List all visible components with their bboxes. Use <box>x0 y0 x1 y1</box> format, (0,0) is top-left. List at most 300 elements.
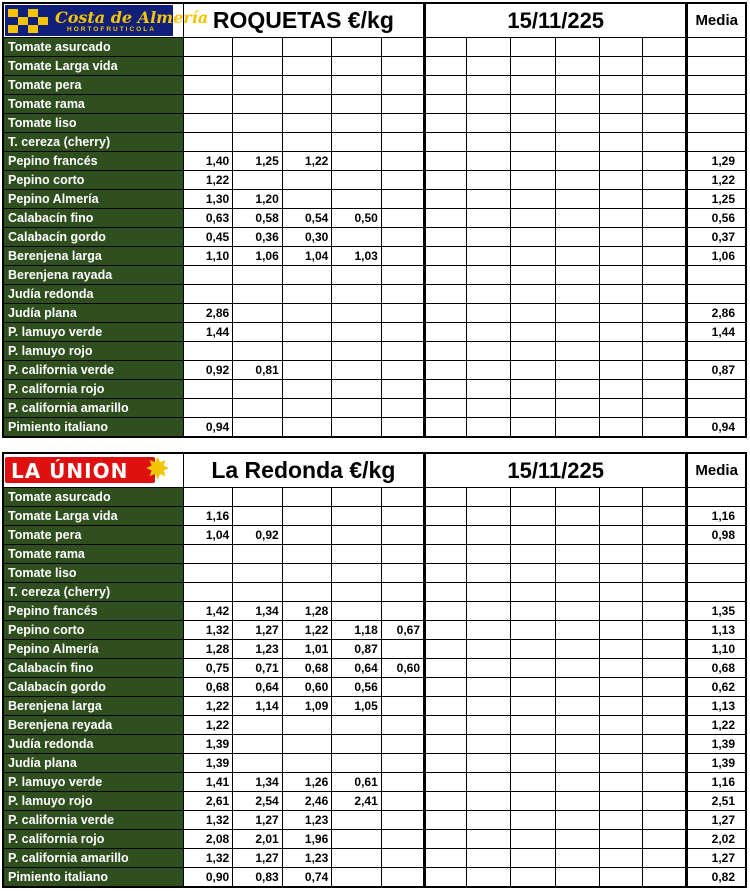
price-cell: 2,41 <box>332 792 382 811</box>
price-cell <box>555 190 599 209</box>
price-cell <box>467 564 511 583</box>
product-name: Berenjena larga <box>3 247 183 266</box>
media-cell: 2,51 <box>687 792 746 811</box>
media-cell <box>687 266 746 285</box>
table-header-row <box>3 453 746 488</box>
price-cell <box>643 583 687 602</box>
price-cell <box>555 754 599 773</box>
price-cell <box>511 95 555 114</box>
price-cell <box>555 868 599 888</box>
price-cell <box>332 266 382 285</box>
price-cell <box>282 38 332 57</box>
price-cell: 1,09 <box>282 697 332 716</box>
price-cell: 1,42 <box>183 602 233 621</box>
price-cell: 1,41 <box>183 773 233 792</box>
price-cell: 1,25 <box>233 152 283 171</box>
table-row <box>3 247 746 266</box>
price-cell <box>467 323 511 342</box>
price-cell <box>381 38 424 57</box>
price-cell <box>643 247 687 266</box>
media-cell: 2,86 <box>687 304 746 323</box>
price-cell <box>555 583 599 602</box>
price-cell: 1,22 <box>183 171 233 190</box>
logo-cell <box>3 453 183 488</box>
price-cell: 0,92 <box>183 361 233 380</box>
price-cell <box>425 830 467 849</box>
price-cell <box>425 171 467 190</box>
price-cell <box>511 678 555 697</box>
price-cell <box>233 57 283 76</box>
price-cell <box>425 488 467 507</box>
price-cell <box>555 95 599 114</box>
price-cell: 0,90 <box>183 868 233 888</box>
price-cell: 0,63 <box>183 209 233 228</box>
price-cell <box>599 659 642 678</box>
product-name: T. cereza (cherry) <box>3 583 183 602</box>
price-cell <box>555 361 599 380</box>
price-cell <box>282 399 332 418</box>
table-header-row <box>3 3 746 38</box>
price-cell <box>425 361 467 380</box>
price-cell <box>282 114 332 133</box>
price-cell <box>332 285 382 304</box>
price-cell <box>332 342 382 361</box>
price-cell <box>643 773 687 792</box>
price-cell <box>599 526 642 545</box>
price-cell <box>425 380 467 399</box>
price-cell <box>467 380 511 399</box>
price-cell <box>599 488 642 507</box>
media-cell <box>687 57 746 76</box>
price-cell <box>599 811 642 830</box>
table-row <box>3 678 746 697</box>
price-cell <box>282 507 332 526</box>
price-cell <box>643 76 687 95</box>
media-cell: 0,98 <box>687 526 746 545</box>
logo-subtext: HORTOFRUTICOLA <box>67 26 156 33</box>
price-cell: 0,56 <box>332 678 382 697</box>
price-cell <box>555 526 599 545</box>
price-cell <box>599 697 642 716</box>
price-cell: 0,94 <box>183 418 233 438</box>
price-cell <box>425 583 467 602</box>
price-cell: 1,96 <box>282 830 332 849</box>
price-cell: 1,27 <box>233 811 283 830</box>
price-cell: 0,75 <box>183 659 233 678</box>
price-cell <box>555 811 599 830</box>
product-name: Judía redonda <box>3 285 183 304</box>
product-name: Pepino francés <box>3 152 183 171</box>
price-cell <box>511 266 555 285</box>
media-cell <box>687 545 746 564</box>
price-cell <box>233 583 283 602</box>
price-cell <box>282 342 332 361</box>
price-cell <box>555 678 599 697</box>
price-cell: 0,81 <box>233 361 283 380</box>
price-cell <box>425 418 467 438</box>
price-cell <box>381 361 424 380</box>
price-cell <box>511 171 555 190</box>
la-union-logo <box>5 453 181 486</box>
price-cell <box>282 190 332 209</box>
price-cell <box>511 418 555 438</box>
price-cell <box>599 868 642 888</box>
price-cell <box>425 716 467 735</box>
price-cell <box>555 773 599 792</box>
checker-icon <box>8 9 52 33</box>
price-cell <box>183 266 233 285</box>
media-cell: 0,87 <box>687 361 746 380</box>
price-cell: 2,86 <box>183 304 233 323</box>
price-cell <box>332 171 382 190</box>
price-cell <box>599 38 642 57</box>
table-row <box>3 133 746 152</box>
media-cell <box>687 564 746 583</box>
price-cell <box>425 602 467 621</box>
price-cell <box>511 114 555 133</box>
price-cell <box>643 488 687 507</box>
table-row <box>3 228 746 247</box>
price-cell <box>425 76 467 95</box>
price-cell <box>425 545 467 564</box>
price-cell <box>332 380 382 399</box>
table-row <box>3 868 746 888</box>
price-cell <box>381 418 424 438</box>
price-cell: 0,30 <box>282 228 332 247</box>
price-cell <box>555 697 599 716</box>
price-cell <box>555 380 599 399</box>
price-cell <box>599 380 642 399</box>
price-cell <box>425 507 467 526</box>
price-cell <box>555 76 599 95</box>
price-cell <box>425 564 467 583</box>
price-cell <box>467 678 511 697</box>
media-cell: 1,29 <box>687 152 746 171</box>
price-cell <box>332 152 382 171</box>
media-cell: 1,25 <box>687 190 746 209</box>
product-name: Pimiento italiano <box>3 868 183 888</box>
price-cell <box>599 361 642 380</box>
product-name: Judía plana <box>3 304 183 323</box>
price-cell <box>425 285 467 304</box>
price-cell: 1,32 <box>183 811 233 830</box>
price-cell <box>643 545 687 564</box>
price-cell <box>183 133 233 152</box>
price-cell: 1,18 <box>332 621 382 640</box>
price-cell <box>467 849 511 868</box>
price-cell <box>467 247 511 266</box>
price-cell <box>555 38 599 57</box>
price-cell <box>643 342 687 361</box>
price-cell: 1,16 <box>183 507 233 526</box>
media-cell: 1,39 <box>687 754 746 773</box>
price-cell <box>467 95 511 114</box>
price-cell <box>511 76 555 95</box>
price-cell: 1,26 <box>282 773 332 792</box>
roquetas-price-table <box>2 2 747 438</box>
price-cell <box>332 526 382 545</box>
price-cell <box>599 95 642 114</box>
price-cell <box>425 754 467 773</box>
price-cell: 0,64 <box>233 678 283 697</box>
price-cell <box>643 564 687 583</box>
product-name: Tomate Larga vida <box>3 507 183 526</box>
price-cell: 1,04 <box>183 526 233 545</box>
price-cell <box>381 323 424 342</box>
table-row <box>3 418 746 438</box>
price-cell <box>183 564 233 583</box>
price-cell <box>233 564 283 583</box>
table-row <box>3 564 746 583</box>
price-cell <box>425 526 467 545</box>
price-cell: 1,32 <box>183 621 233 640</box>
media-cell <box>687 488 746 507</box>
table-row <box>3 190 746 209</box>
price-cell: 1,28 <box>183 640 233 659</box>
price-cell <box>425 323 467 342</box>
price-cell <box>381 171 424 190</box>
price-cell <box>425 849 467 868</box>
product-name: Pimiento italiano <box>3 418 183 438</box>
media-cell: 1,27 <box>687 849 746 868</box>
price-cell <box>511 830 555 849</box>
price-cell <box>233 380 283 399</box>
price-cell <box>282 735 332 754</box>
price-cell: 0,68 <box>183 678 233 697</box>
price-cell <box>643 171 687 190</box>
price-cell <box>467 526 511 545</box>
price-cell <box>381 773 424 792</box>
price-cell: 0,64 <box>332 659 382 678</box>
media-cell: 1,13 <box>687 697 746 716</box>
table-row <box>3 285 746 304</box>
price-cell <box>555 830 599 849</box>
table-row <box>3 38 746 57</box>
price-cell <box>282 564 332 583</box>
price-cell <box>332 849 382 868</box>
price-cell <box>511 342 555 361</box>
table-row <box>3 659 746 678</box>
price-cell: 0,67 <box>381 621 424 640</box>
price-cell <box>233 114 283 133</box>
price-cell <box>381 507 424 526</box>
price-cell: 1,34 <box>233 602 283 621</box>
report-date: 15/11/225 <box>425 453 687 488</box>
price-cell: 1,39 <box>183 735 233 754</box>
price-cell <box>599 507 642 526</box>
price-cell <box>381 247 424 266</box>
price-cell <box>183 114 233 133</box>
price-cell <box>555 114 599 133</box>
price-cell <box>511 659 555 678</box>
product-name: Pepino Almería <box>3 640 183 659</box>
price-cell <box>332 811 382 830</box>
price-cell <box>332 304 382 323</box>
price-cell <box>599 266 642 285</box>
product-name: Tomate rama <box>3 95 183 114</box>
price-cell: 1,30 <box>183 190 233 209</box>
price-cell <box>467 811 511 830</box>
price-cell <box>467 342 511 361</box>
price-cell: 1,01 <box>282 640 332 659</box>
price-cell <box>599 716 642 735</box>
price-cell <box>332 190 382 209</box>
price-cell <box>511 247 555 266</box>
price-cell <box>511 323 555 342</box>
price-cell <box>599 304 642 323</box>
price-cell <box>381 380 424 399</box>
price-cell <box>511 697 555 716</box>
table-row <box>3 792 746 811</box>
price-cell <box>511 716 555 735</box>
price-cell: 0,58 <box>233 209 283 228</box>
price-cell <box>511 602 555 621</box>
price-cell <box>467 488 511 507</box>
price-cell <box>599 735 642 754</box>
table-row <box>3 57 746 76</box>
price-cell <box>643 266 687 285</box>
media-cell: 1,27 <box>687 811 746 830</box>
price-cell <box>381 133 424 152</box>
media-cell <box>687 399 746 418</box>
price-cell <box>183 380 233 399</box>
product-name: Berenjena larga <box>3 697 183 716</box>
price-cell <box>643 735 687 754</box>
table-row <box>3 830 746 849</box>
price-cell: 1,03 <box>332 247 382 266</box>
logo-text: LA ÚNION <box>11 459 129 483</box>
price-cell: 2,54 <box>233 792 283 811</box>
media-cell <box>687 76 746 95</box>
price-cell <box>555 228 599 247</box>
price-cell <box>381 304 424 323</box>
price-cell <box>511 361 555 380</box>
price-cell: 1,32 <box>183 849 233 868</box>
price-cell <box>233 735 283 754</box>
price-cell <box>467 545 511 564</box>
price-cell <box>643 323 687 342</box>
price-cell <box>555 304 599 323</box>
price-cell <box>233 488 283 507</box>
price-cell <box>332 545 382 564</box>
price-cell <box>467 171 511 190</box>
price-cell: 1,34 <box>233 773 283 792</box>
table-row <box>3 76 746 95</box>
price-cell <box>511 792 555 811</box>
price-cell <box>425 659 467 678</box>
price-cell <box>233 342 283 361</box>
price-cell: 1,27 <box>233 849 283 868</box>
market-title: La Redonda €/kg <box>183 453 424 488</box>
price-cell <box>282 488 332 507</box>
price-cell <box>425 735 467 754</box>
price-cell <box>511 190 555 209</box>
price-cell <box>643 868 687 888</box>
price-cell <box>381 399 424 418</box>
price-cell <box>599 602 642 621</box>
table-row <box>3 716 746 735</box>
price-cell <box>643 602 687 621</box>
price-cell <box>425 152 467 171</box>
price-cell <box>233 266 283 285</box>
price-cell <box>425 773 467 792</box>
price-cell: 1,22 <box>282 621 332 640</box>
price-cell <box>643 526 687 545</box>
price-cell <box>381 583 424 602</box>
table-row <box>3 95 746 114</box>
price-cell <box>599 678 642 697</box>
price-cell: 1,10 <box>183 247 233 266</box>
price-cell <box>643 697 687 716</box>
price-cell <box>233 76 283 95</box>
price-cell <box>599 830 642 849</box>
price-cell <box>467 152 511 171</box>
price-cell <box>643 152 687 171</box>
price-cell <box>381 811 424 830</box>
price-cell <box>282 583 332 602</box>
price-cell <box>467 735 511 754</box>
price-cell <box>467 209 511 228</box>
product-name: Tomate liso <box>3 564 183 583</box>
price-cell <box>643 38 687 57</box>
price-cell <box>643 380 687 399</box>
price-cell <box>599 773 642 792</box>
price-cell <box>511 583 555 602</box>
price-cell <box>183 76 233 95</box>
table-row <box>3 640 746 659</box>
price-cell <box>233 171 283 190</box>
product-name: P. lamuyo verde <box>3 323 183 342</box>
price-cell <box>643 678 687 697</box>
price-cell <box>643 209 687 228</box>
price-cell <box>332 735 382 754</box>
price-cell <box>381 488 424 507</box>
price-cell <box>643 361 687 380</box>
price-cell: 1,27 <box>233 621 283 640</box>
price-cell <box>282 754 332 773</box>
table-row <box>3 754 746 773</box>
price-cell: 0,45 <box>183 228 233 247</box>
price-cell <box>467 190 511 209</box>
price-cell <box>183 488 233 507</box>
price-cell <box>282 418 332 438</box>
media-cell <box>687 114 746 133</box>
price-cell <box>599 57 642 76</box>
price-cell <box>183 545 233 564</box>
price-cell <box>511 526 555 545</box>
table-row <box>3 602 746 621</box>
price-cell <box>511 209 555 228</box>
price-cell <box>381 792 424 811</box>
price-cell <box>555 399 599 418</box>
product-name: T. cereza (cherry) <box>3 133 183 152</box>
price-cell <box>233 323 283 342</box>
table-row <box>3 399 746 418</box>
price-cell <box>555 266 599 285</box>
price-cell <box>467 830 511 849</box>
product-name: Pepino francés <box>3 602 183 621</box>
price-cell <box>555 488 599 507</box>
price-cell: 2,61 <box>183 792 233 811</box>
price-cell <box>599 545 642 564</box>
price-cell <box>381 602 424 621</box>
table-row <box>3 507 746 526</box>
price-cell <box>233 304 283 323</box>
roquetas-price-board <box>2 2 747 438</box>
price-cell <box>381 190 424 209</box>
price-cell: 1,23 <box>282 849 332 868</box>
price-cell <box>332 114 382 133</box>
